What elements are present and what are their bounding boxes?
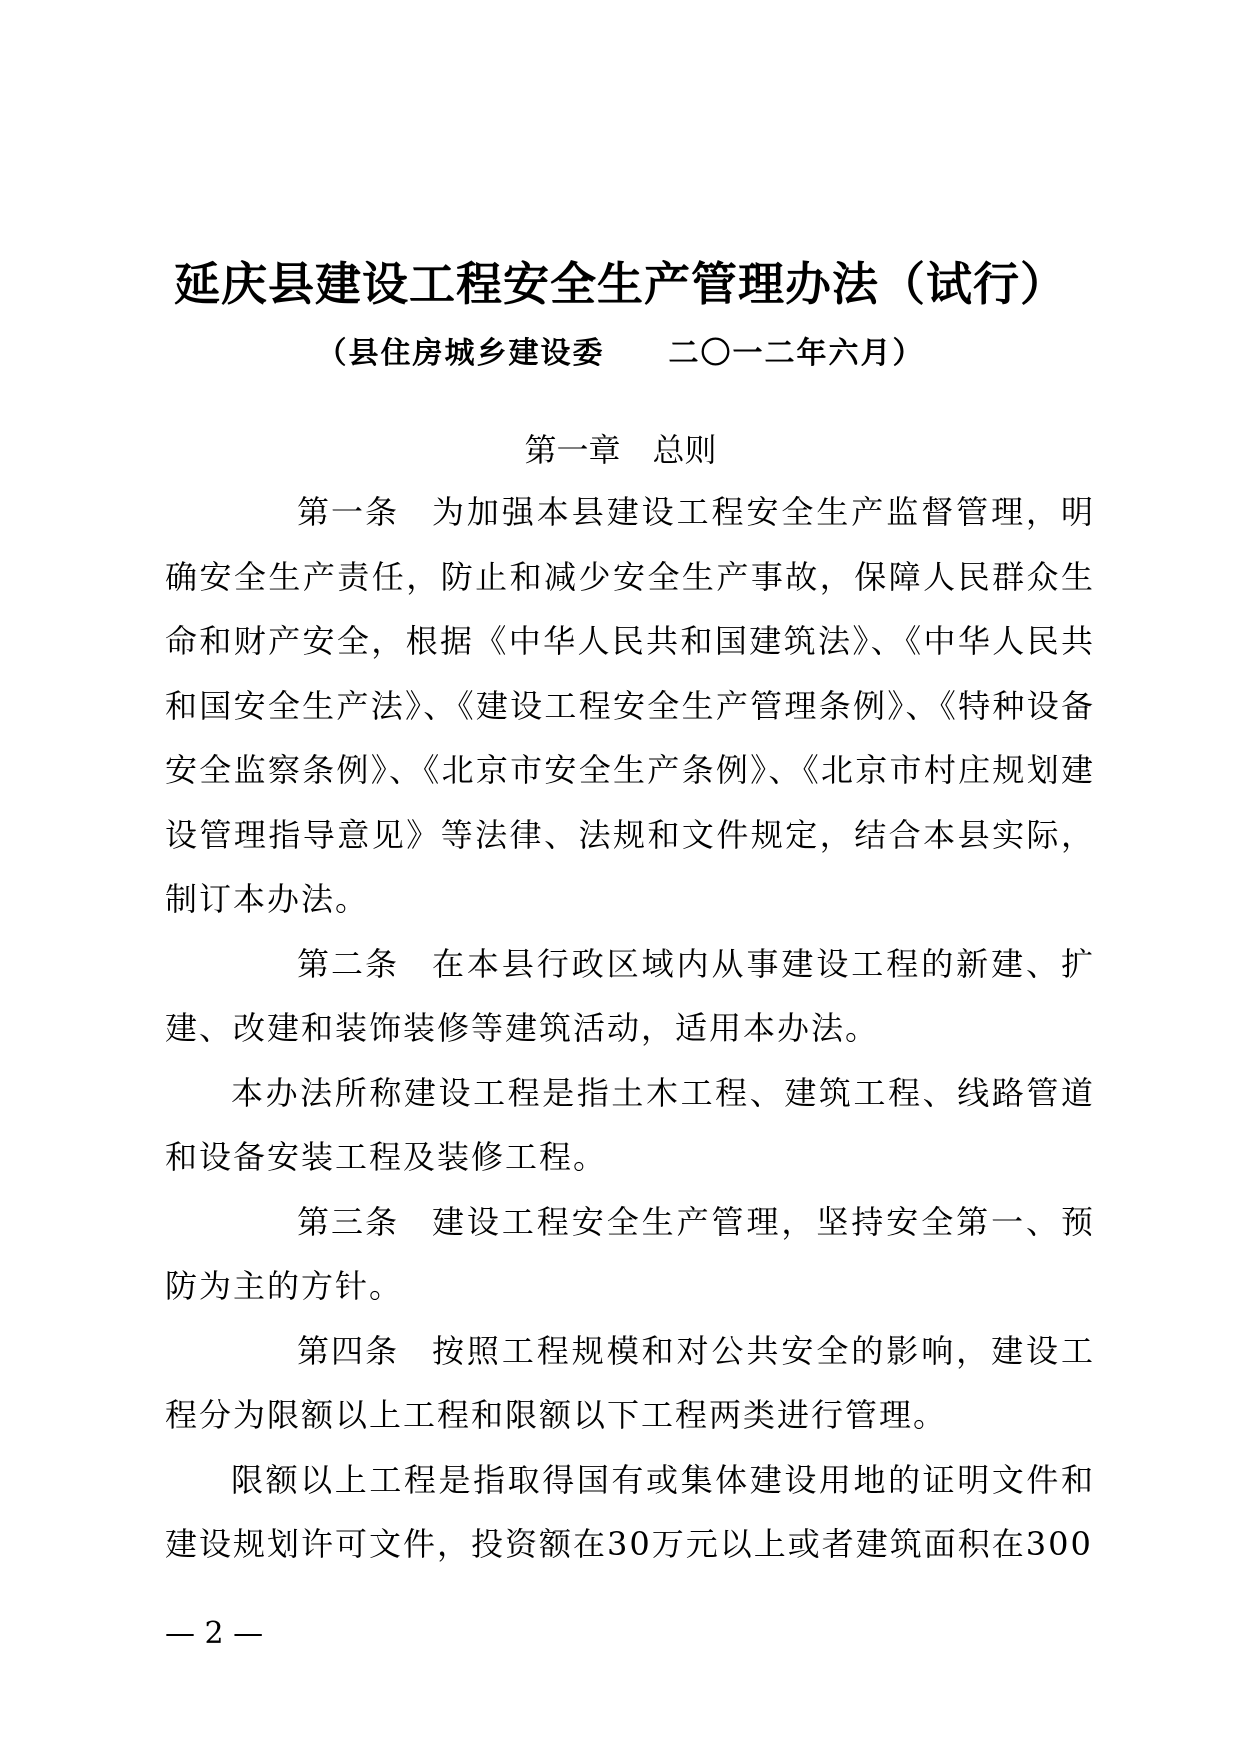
chapter-heading: 第一章 总则 xyxy=(524,431,717,469)
page-number: — 2 — xyxy=(165,1616,264,1651)
article-4-heading: 第四条 xyxy=(297,1331,400,1370)
article-1-heading: 第一条 xyxy=(297,493,400,531)
article-2-heading: 第二条 xyxy=(297,944,400,983)
article-1-text: 为加强本县建设工程安全生产监督管理，明确安全生产责任，防止和减少安全生产事故，保障人民群众生命和财产安全，根据《中华人民共和国建筑法》、《中华人民共和国安全生产法》、《建设工程安全生产管理条例》、《特种设备安全监察条例》、《北京市安全生产条例》、《北京市村庄规划建设管理指导意见》等法律、法规和文件规定，结合本县实际，制订本办法。 xyxy=(165,493,1095,918)
article-2-paragraph xyxy=(165,932,1095,1061)
article-4-definition-text: 限额以上工程是指取得国有或集体建设用地的证明文件和建设规划许可文件，投资额在30万元以上或者建筑面积在300 xyxy=(165,1460,1095,1563)
article-4-paragraph xyxy=(165,1319,1095,1448)
article-2-definition-text: 本办法所称建设工程是指土木工程、建筑工程、线路管道和设备安装工程及装修工程。 xyxy=(165,1073,1095,1176)
article-3-text: 建设工程安全生产管理，坚持安全第一、预防为主的方针。 xyxy=(165,1202,1095,1305)
document-subtitle: （县住房城乡建设委 二〇一二年六月） xyxy=(316,336,925,371)
document-title: 延庆县建设工程安全生产管理办法（试行） xyxy=(174,257,1067,311)
article-3-paragraph xyxy=(165,1190,1095,1319)
article-4-text: 按照工程规模和对公共安全的影响，建设工程分为限额以上工程和限额以下工程两类进行管理。 xyxy=(165,1331,1095,1434)
article-1-paragraph xyxy=(165,480,1095,932)
article-2-definition-paragraph xyxy=(165,1061,1095,1190)
article-4-definition-paragraph xyxy=(165,1448,1095,1577)
article-2-text: 在本县行政区域内从事建设工程的新建、扩建、改建和装饰装修等建筑活动，适用本办法。 xyxy=(165,944,1095,1047)
document-body xyxy=(165,480,1095,1577)
article-3-heading: 第三条 xyxy=(297,1202,400,1241)
